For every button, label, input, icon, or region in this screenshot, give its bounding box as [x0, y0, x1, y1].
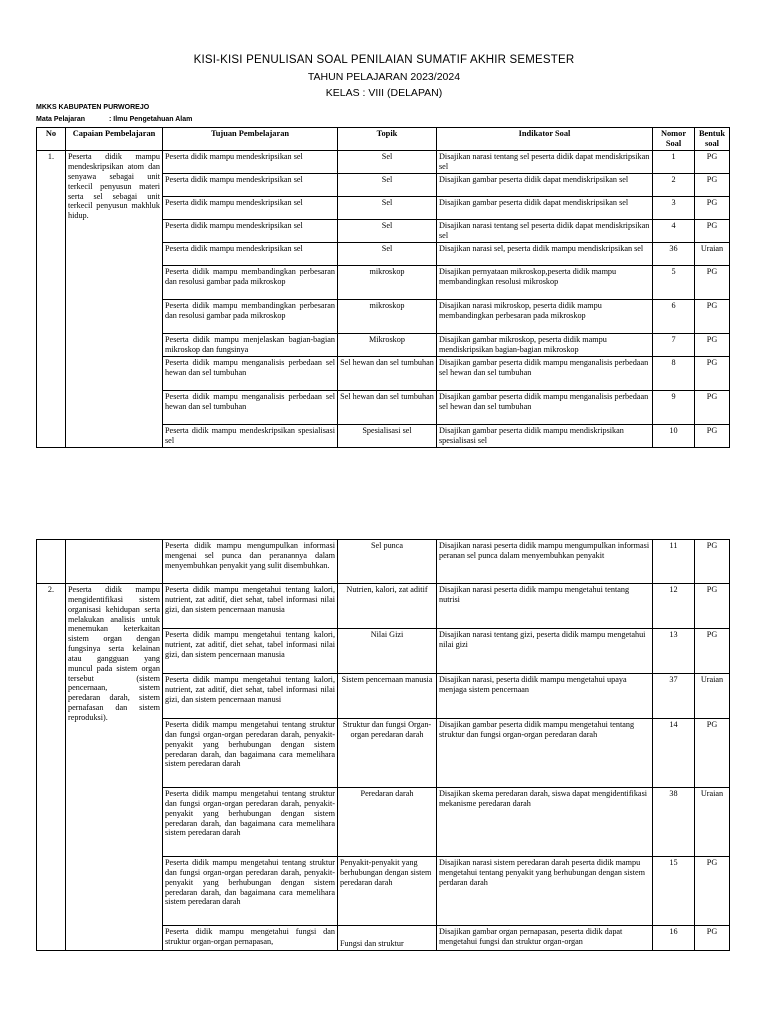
bentuk-cell: Uraian: [695, 788, 730, 857]
tujuan-cell: Peserta didik mampu mengetahui tentang kalori, nutrient, zat aditif, diet sehat, tabel informasi nilai gizi, dan sistem pencernaan manusi: [163, 674, 338, 719]
topik-cell: Struktur dan fungsi Organ- organ peredaran darah: [338, 719, 437, 788]
capaian-cell: Peserta didik mampu mengidentifikasi sistem organisasi kehidupan serta melakukan analisis untuk menemukan keterkaitan sistem organ dengan fungsinya serta kelainan atau gangguan yang muncul pada sistem organ tersebut (sistem pencernaan, sistem peredaran darah, sistem pernafasan dan sistem reproduksi).: [66, 584, 163, 951]
tujuan-cell: Peserta didik mampu mendeskripsikan spesialisasi sel: [163, 425, 338, 448]
bentuk-cell: PG: [695, 197, 730, 220]
col-header-no: No: [37, 128, 66, 151]
bentuk-cell: PG: [695, 391, 730, 425]
nomor-cell: 1: [653, 151, 695, 174]
tujuan-cell: Peserta didik mampu membandingkan perbesaran dan resolusi gambar pada mikroskop: [163, 266, 338, 300]
nomor-cell: 38: [653, 788, 695, 857]
topik-cell: Sel: [338, 220, 437, 243]
topik-cell: mikroskop: [338, 300, 437, 334]
topik-cell: Spesialisasi sel: [338, 425, 437, 448]
bentuk-cell: PG: [695, 266, 730, 300]
nomor-cell: 10: [653, 425, 695, 448]
topik-cell: Mikroskop: [338, 334, 437, 357]
tujuan-cell: Peserta didik mampu mendeskripsikan sel: [163, 197, 338, 220]
bentuk-cell: PG: [695, 334, 730, 357]
bentuk-cell: PG: [695, 629, 730, 674]
col-header-tujuan: Tujuan Pembelajaran: [163, 128, 338, 151]
organization-label: MKKS KABUPATEN PURWOREJO: [36, 104, 150, 111]
topik-cell: Sel: [338, 197, 437, 220]
indikator-cell: Disajikan skema peredaran darah, siswa dapat mengidentifikasi mekanisme peredaran darah: [437, 788, 653, 857]
nomor-cell: 4: [653, 220, 695, 243]
topik-cell: Sel punca: [338, 540, 437, 584]
table-row: [37, 540, 730, 584]
indikator-cell: Disajikan narasi, peserta didik mampu mengetahui upaya menjaga sistem pencernaan: [437, 674, 653, 719]
nomor-cell: 3: [653, 197, 695, 220]
nomor-cell: 13: [653, 629, 695, 674]
indikator-cell: Disajikan narasi peserta didik mampu mengetahui tentang nutrisi: [437, 584, 653, 629]
nomor-cell: 9: [653, 391, 695, 425]
tujuan-cell: Peserta didik mampu mengumpulkan informasi mengenai sel punca dan peranannya dalam menyembuhkan penyakit yang sulit disembuhkan.: [163, 540, 338, 584]
indikator-cell: Disajikan gambar peserta didik mampu menganalisis perbedaan sel hewan dan sel tumbuhan: [437, 357, 653, 391]
topik-cell: Sel: [338, 151, 437, 174]
nomor-cell: 37: [653, 674, 695, 719]
table-header-row: [37, 128, 730, 151]
nomor-cell: 7: [653, 334, 695, 357]
bentuk-cell: PG: [695, 425, 730, 448]
bentuk-cell: Uraian: [695, 674, 730, 719]
indikator-cell: Disajikan narasi mikroskop, peserta didik mampu membandingkan perbesaran pada mikroskop: [437, 300, 653, 334]
nomor-cell: 6: [653, 300, 695, 334]
subject-line: [36, 116, 192, 123]
tujuan-cell: Peserta didik mampu menganalisis perbedaan sel hewan dan sel tumbuhan: [163, 391, 338, 425]
bentuk-cell: PG: [695, 857, 730, 926]
col-header-indikator: Indikator Soal: [437, 128, 653, 151]
bentuk-cell: Uraian: [695, 243, 730, 266]
tujuan-cell: Peserta didik mampu menganalisis perbedaan sel hewan dan sel tumbuhan: [163, 357, 338, 391]
indikator-cell: Disajikan gambar peserta didik mampu menganalisis perbedaan sel hewan dan sel tumbuhan: [437, 391, 653, 425]
capaian-cell: Peserta didik mampu mendeskripsikan atom dan senyawa sebagai unit terkecil penyusun materi serta sel sebagai unit terkecil penyusun makhluk hidup.: [66, 151, 163, 448]
nomor-cell: 14: [653, 719, 695, 788]
indikator-cell: Disajikan narasi tentang sel peserta didik dapat mendiskripsikan sel: [437, 220, 653, 243]
indikator-cell: Disajikan pernyataan mikroskop,peserta didik mampu membandingkan resolusi mikroskop: [437, 266, 653, 300]
nomor-cell: 36: [653, 243, 695, 266]
capaian-cell-empty: [66, 540, 163, 584]
indikator-cell: Disajikan gambar peserta didik mampu mengetahui tentang struktur dan fungsi organ-organ peredaran darah: [437, 719, 653, 788]
indikator-cell: Disajikan narasi peserta didik mampu mengumpulkan informasi peranan sel punca dalam menyembuhkan penyakit: [437, 540, 653, 584]
row-number: 2.: [37, 584, 66, 951]
nomor-cell: 11: [653, 540, 695, 584]
tujuan-cell: Peserta didik mampu mengetahui tentang kalori, nutrient, zat aditif, diet sehat, tabel informasi nilai gizi, dan sistem pencernaan manusia: [163, 584, 338, 629]
indikator-cell: Disajikan gambar peserta didik mampu mendiskripsikan spesialisasi sel: [437, 425, 653, 448]
tujuan-cell: Peserta didik mampu mendeskripsikan sel: [163, 243, 338, 266]
tujuan-cell: Peserta didik mampu mengetahui tentang struktur dan fungsi organ-organ peredaran darah, penyakit-penyakit yang berhubungan dengan sistem peredaran darah, dan bagaimana cara memelihara sistem peredaran darah: [163, 719, 338, 788]
tujuan-cell: Peserta didik mampu mengetahui tentang kalori, nutrient, zat aditif, diet sehat, tabel informasi nilai gizi, dan sistem pencernaan manusia: [163, 629, 338, 674]
bentuk-cell: PG: [695, 584, 730, 629]
tujuan-cell: Peserta didik mampu mengetahui tentang struktur dan fungsi organ-organ peredaran darah, penyakit-penyakit yang berhubungan dengan sistem peredaran darah, dan bagaimana cara memelihara sistem peredaran darah: [163, 857, 338, 926]
indikator-cell: Disajikan narasi tentang sel peserta didik dapat mendiskripsikan sel: [437, 151, 653, 174]
subject-value: : Ilmu Pengetahuan Alam: [109, 116, 193, 123]
indikator-cell: Disajikan narasi sistem peredaran darah peserta didik mampu mengetahui tentang penyakit yang berhubungan dengan sistem perdaran darah: [437, 857, 653, 926]
table-row: [37, 584, 730, 629]
nomor-cell: 12: [653, 584, 695, 629]
indikator-cell: Disajikan narasi tentang gizi, peserta didik mampu mengetahui nilai gizi: [437, 629, 653, 674]
topik-cell: Penyakit-penyakit yang berhubungan dengan sistem peredaran darah: [338, 857, 437, 926]
col-header-capaian: Capaian Pembelajaran: [66, 128, 163, 151]
tujuan-cell: Peserta didik mampu mendeskripsikan sel: [163, 151, 338, 174]
tujuan-cell: Peserta didik mampu mengetahui tentang struktur dan fungsi organ-organ peredaran darah, penyakit-penyakit yang berhubungan dengan sistem peredaran darah, dan bagaimana cara memelihara sistem peredaran darah: [163, 788, 338, 857]
topik-cell: Fungsi dan struktur: [338, 926, 437, 951]
grid-table-page-1: [36, 127, 730, 448]
bentuk-cell: PG: [695, 926, 730, 951]
nomor-cell: 16: [653, 926, 695, 951]
topik-cell: Peredaran darah: [338, 788, 437, 857]
topik-cell: Sel: [338, 174, 437, 197]
tujuan-cell: Peserta didik mampu menjelaskan bagian-bagian mikroskop dan fungsinya: [163, 334, 338, 357]
topik-cell: Nutrien, kalori, zat aditif: [338, 584, 437, 629]
indikator-cell: Disajikan gambar mikroskop, peserta didik mampu mendiskripsikan bagian-bagian mikroskop: [437, 334, 653, 357]
tujuan-cell: Peserta didik mampu mengetahui fungsi dan struktur organ-organ pernapasan,: [163, 926, 338, 951]
bentuk-cell: PG: [695, 719, 730, 788]
bentuk-cell: PG: [695, 220, 730, 243]
topik-cell: Sel hewan dan sel tumbuhan: [338, 357, 437, 391]
bentuk-cell: PG: [695, 174, 730, 197]
bentuk-cell: PG: [695, 151, 730, 174]
indikator-cell: Disajikan gambar peserta didik dapat mendiskripsikan sel: [437, 174, 653, 197]
col-header-topik: Topik: [338, 128, 437, 151]
subject-label: Mata Pelajaran: [36, 116, 86, 123]
class-label: KELAS : VIII (DELAPAN): [325, 87, 443, 99]
nomor-cell: 2: [653, 174, 695, 197]
tujuan-cell: Peserta didik mampu membandingkan perbesaran dan resolusi gambar pada mikroskop: [163, 300, 338, 334]
indikator-cell: Disajikan gambar peserta didik dapat mendiskripsikan sel: [437, 197, 653, 220]
indikator-cell: Disajikan narasi sel, peserta didik mampu mendiskripsikan sel: [437, 243, 653, 266]
tujuan-cell: Peserta didik mampu mendeskripsikan sel: [163, 220, 338, 243]
document-title: KISI-KISI PENULISAN SOAL PENILAIAN SUMATIF AKHIR SEMESTER: [193, 54, 575, 66]
row-number-empty: [37, 540, 66, 584]
bentuk-cell: PG: [695, 300, 730, 334]
topik-cell: Sistem pencernaan manusia: [338, 674, 437, 719]
topik-cell: Nilai Gizi: [338, 629, 437, 674]
academic-year: TAHUN PELAJARAN 2023/2024: [307, 71, 461, 83]
topik-cell: Sel: [338, 243, 437, 266]
nomor-cell: 5: [653, 266, 695, 300]
topik-cell: Sel hewan dan sel tumbuhan: [338, 391, 437, 425]
nomor-cell: 8: [653, 357, 695, 391]
topik-cell: mikroskop: [338, 266, 437, 300]
bentuk-cell: PG: [695, 357, 730, 391]
col-header-nomor: Nomor Soal: [653, 128, 695, 151]
grid-table-page-2: [36, 539, 730, 951]
nomor-cell: 15: [653, 857, 695, 926]
tujuan-cell: Peserta didik mampu mendeskripsikan sel: [163, 174, 338, 197]
col-header-bentuk: Bentuk soal: [695, 128, 730, 151]
table-row: [37, 151, 730, 174]
bentuk-cell: PG: [695, 540, 730, 584]
row-number: 1.: [37, 151, 66, 448]
indikator-cell: Disajikan gambar organ pernapasan, peserta didik dapat mengetahui fungsi dan struktur organ-organ: [437, 926, 653, 951]
